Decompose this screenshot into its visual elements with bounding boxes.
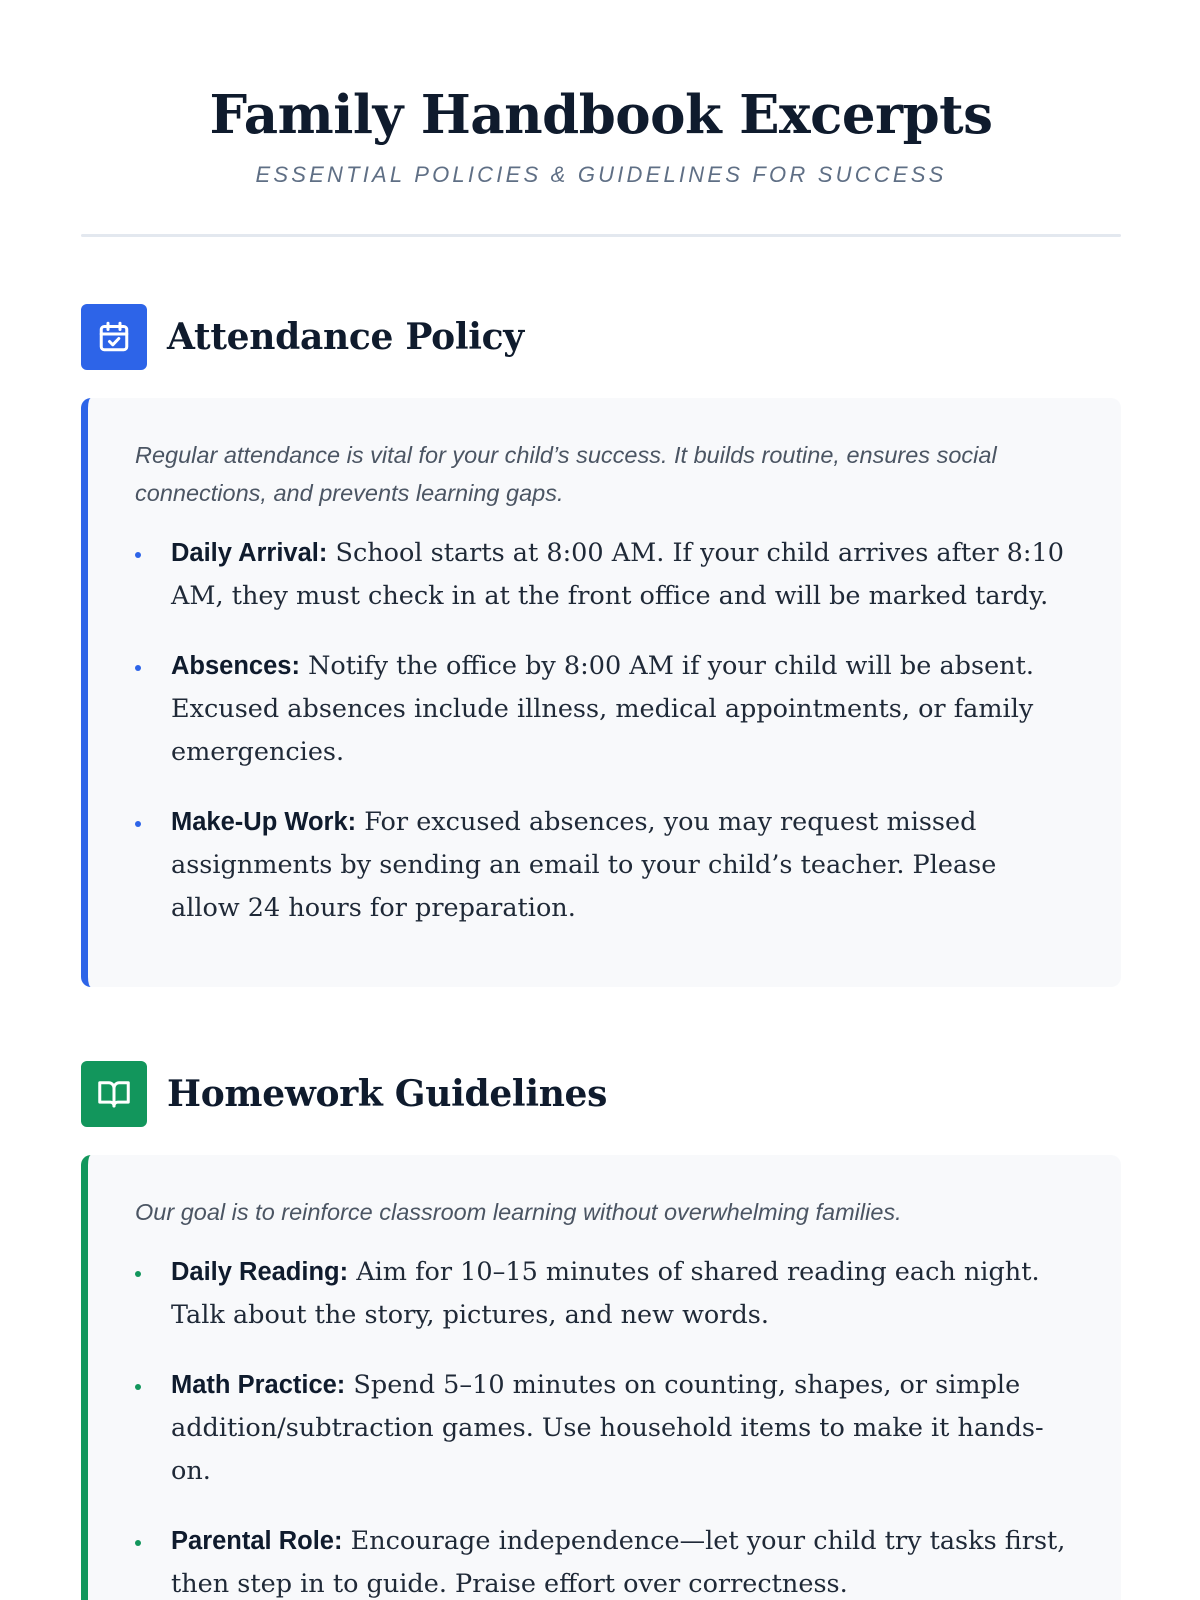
list-item <box>135 1251 1071 1337</box>
calendar-check-icon <box>81 304 147 370</box>
list-item <box>135 801 1071 930</box>
attendance-policy-card <box>81 398 1121 987</box>
section-heading-homework <box>81 1061 607 1127</box>
open-book-icon <box>81 1061 147 1127</box>
bullet-dot <box>135 1384 141 1390</box>
list-item <box>135 1520 1071 1600</box>
page-title: Family Handbook Excerpts <box>209 84 993 146</box>
attendance-list <box>135 532 1071 930</box>
bullet-dot <box>135 1540 141 1546</box>
section-title-attendance: Attendance Policy <box>167 316 524 358</box>
item-label: Parental Role: <box>171 1527 343 1555</box>
attendance-intro: Regular attendance is vital for your child’s success. It builds routine, ensures social connections, and prevents learning gaps. <box>135 442 997 506</box>
item-label: Make-Up Work: <box>171 808 357 836</box>
bullet-dot <box>135 665 141 671</box>
item-text: Spend 5–10 minutes on counting, shapes, or simple addition/subtraction games. Use household items to make it hands-on. <box>171 1370 1044 1486</box>
header-divider <box>81 234 1121 237</box>
item-text: School starts at 8:00 AM. If your child arrives after 8:10 AM, they must check in at the front office and will be marked tardy. <box>171 538 1064 611</box>
homework-guidelines-card <box>81 1155 1121 1600</box>
homework-list <box>135 1251 1071 1600</box>
item-text: Encourage independence—let your child try tasks first, then step in to guide. Praise effort over correctness. <box>171 1526 1066 1599</box>
item-label: Daily Reading: <box>171 1258 349 1286</box>
item-label: Math Practice: <box>171 1371 346 1399</box>
page-subtitle: ESSENTIAL POLICIES & GUIDELINES FOR SUCCESS <box>255 162 947 187</box>
page-header <box>81 76 1121 190</box>
section-title-homework: Homework Guidelines <box>167 1073 608 1115</box>
homework-intro: Our goal is to reinforce classroom learning without overwhelming families. <box>135 1199 902 1225</box>
item-label: Absences: <box>171 652 300 680</box>
item-label: Daily Arrival: <box>171 539 328 567</box>
list-item <box>135 645 1071 774</box>
bullet-dot <box>135 1271 141 1277</box>
bullet-dot <box>135 821 141 827</box>
list-item <box>135 532 1071 618</box>
item-text: Aim for 10–15 minutes of shared reading each night. Talk about the story, pictures, and new words. <box>171 1257 1040 1330</box>
bullet-dot <box>135 552 141 558</box>
item-text: Notify the office by 8:00 AM if your child will be absent. Excused absences include illness, medical appointments, or family emergencies. <box>171 651 1034 767</box>
item-text: For excused absences, you may request missed assignments by sending an email to your child’s teacher. Please allow 24 hours for preparation. <box>171 807 997 923</box>
section-heading-attendance <box>81 304 524 370</box>
list-item <box>135 1364 1071 1493</box>
